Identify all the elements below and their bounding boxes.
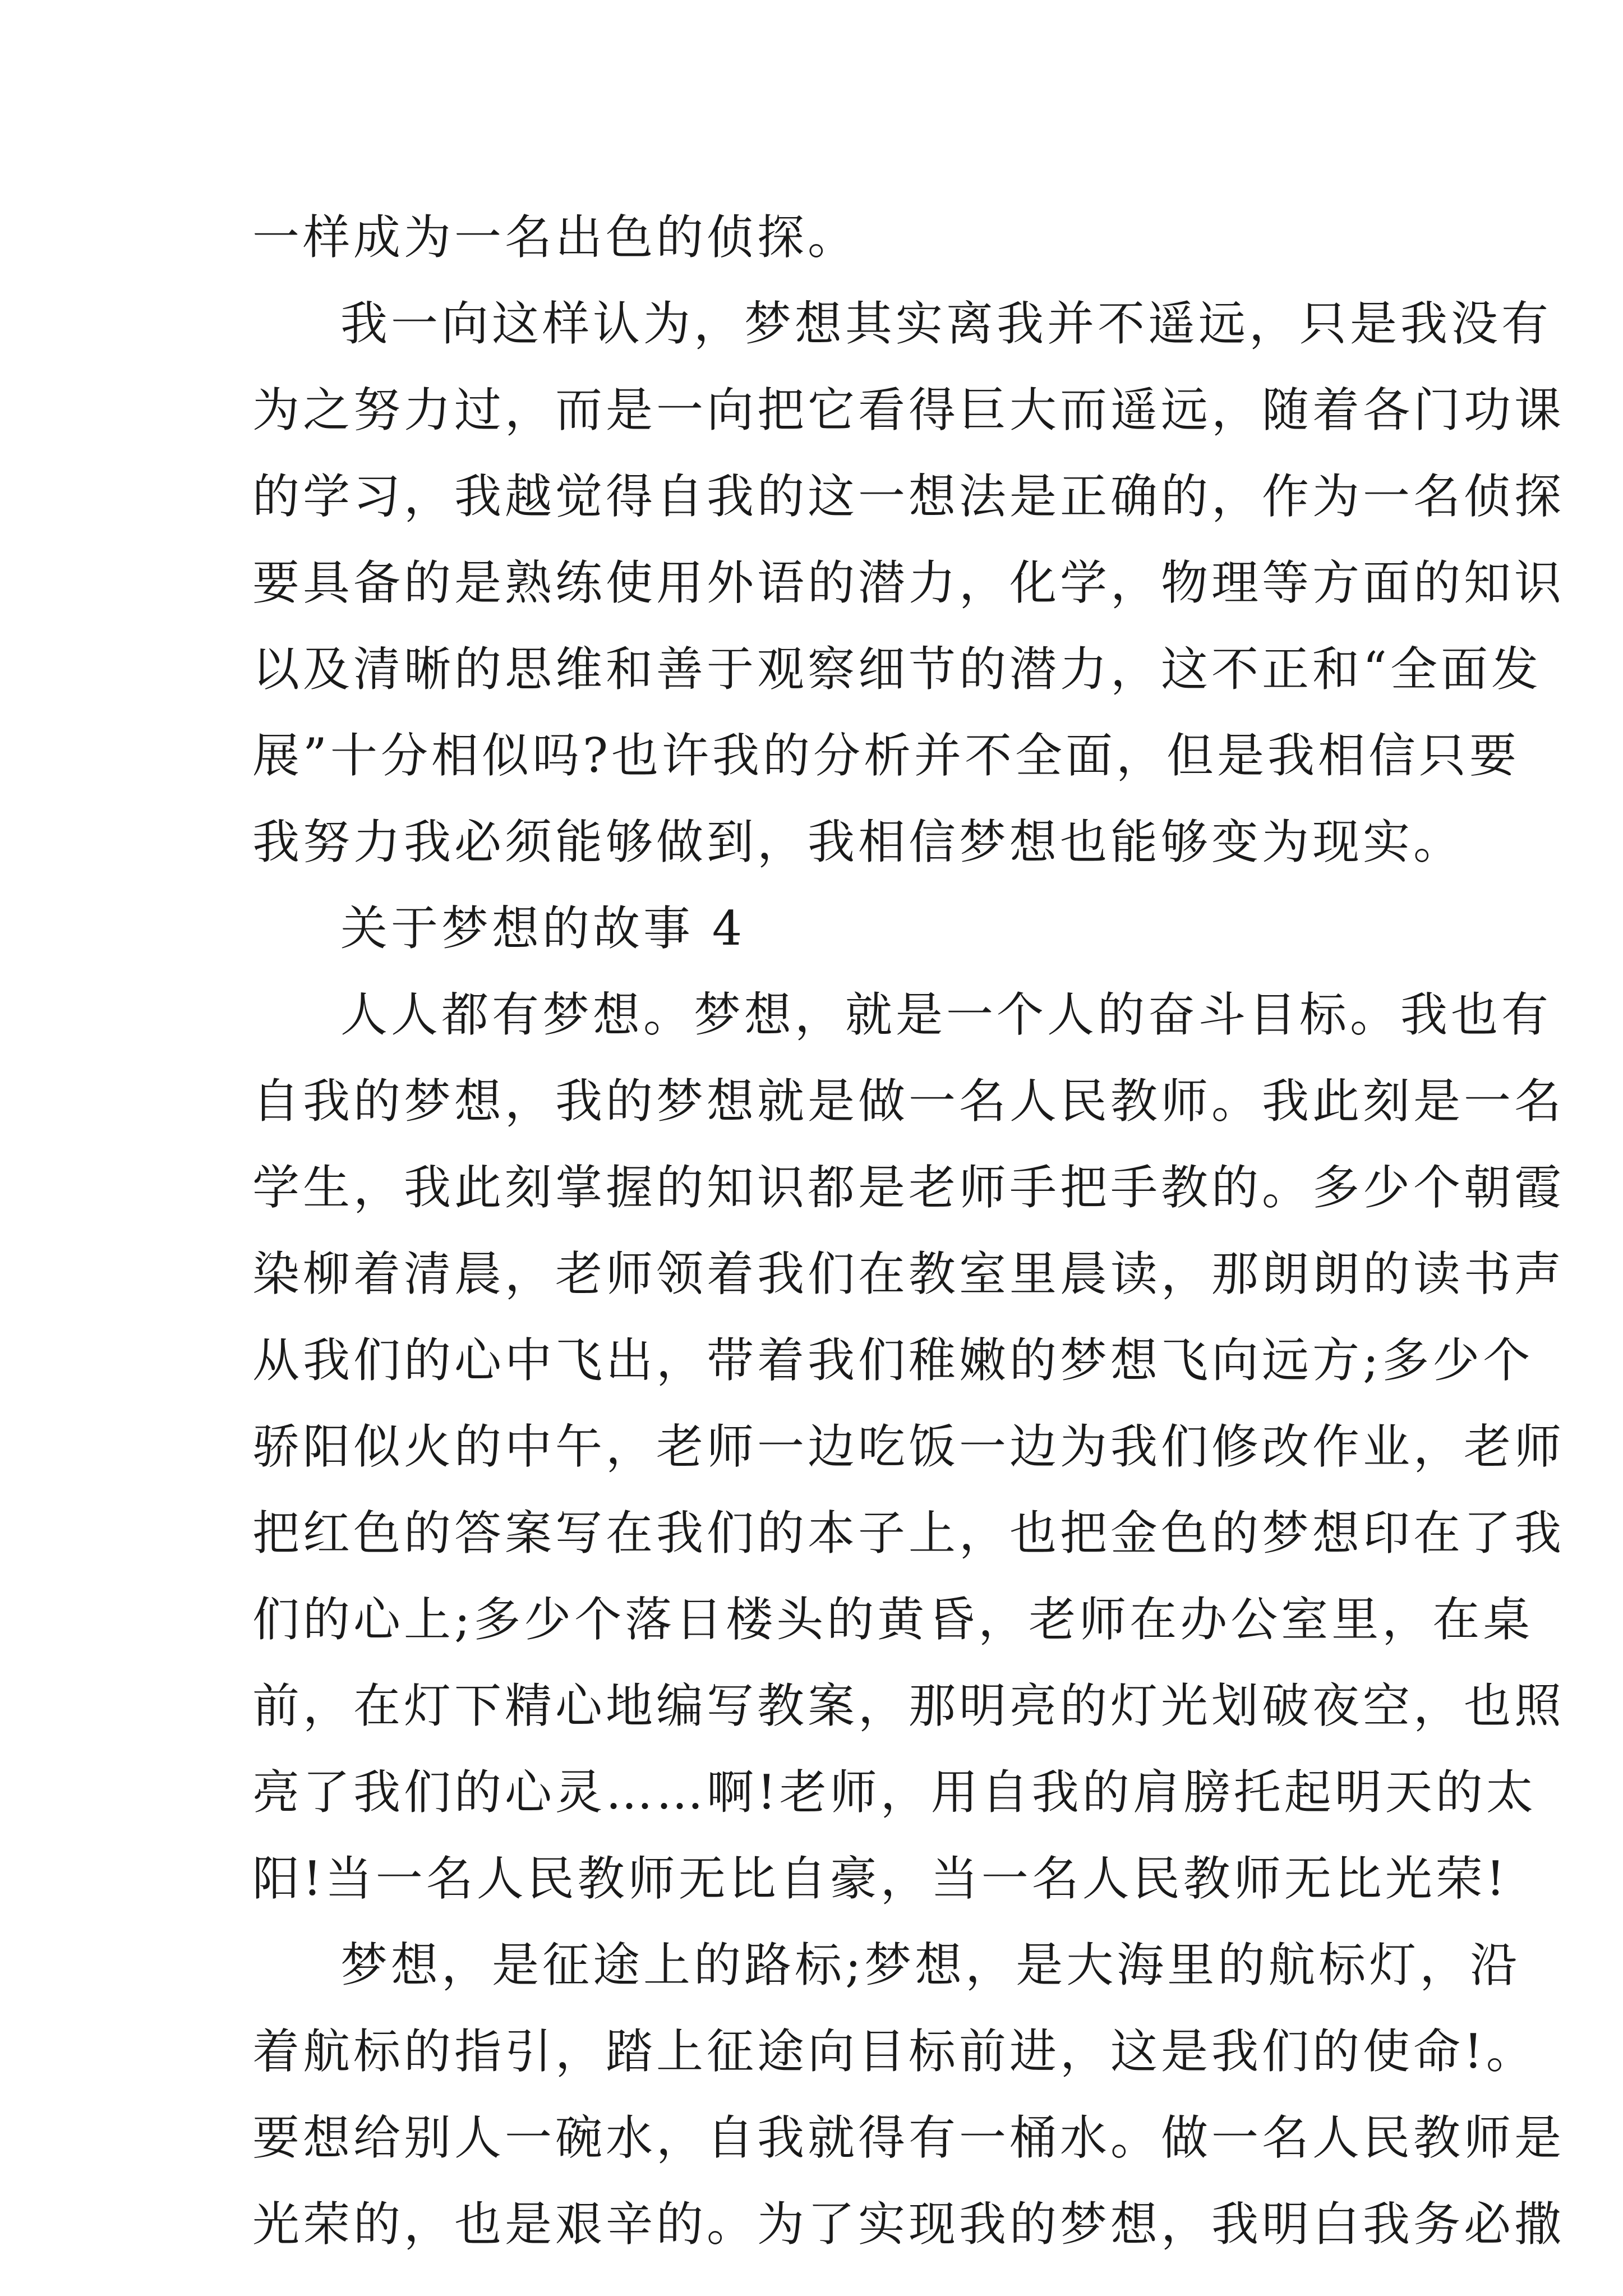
text-line: 为之努力过，而是一向把它看得巨大而遥远，随着各门功课 [252, 383, 1565, 438]
text-line: 染柳着清晨，老师领着我们在教室里晨读，那朗朗的读书声 [252, 1246, 1565, 1301]
text-line: 阳!当一名人民教师无比自豪，当一名人民教师无比光荣! [252, 1851, 1509, 1906]
text-line: 光荣的，也是艰辛的。为了实现我的梦想，我明白我务必撒 [252, 2197, 1565, 2252]
text-line: 们的心上;多少个落日楼头的黄昏，老师在办公室里，在桌 [252, 1592, 1534, 1647]
section-heading: 关于梦想的故事 4 [340, 901, 746, 956]
text-line: 自我的梦想，我的梦想就是做一名人民教师。我此刻是一名 [252, 1074, 1565, 1129]
text-line: 的学习，我越觉得自我的这一想法是正确的，作为一名侦探 [252, 469, 1565, 524]
text-line: 着航标的指引，踏上征途向目标前进，这是我们的使命!。 [252, 2024, 1537, 2079]
text-line: 从我们的心中飞出，带着我们稚嫩的梦想飞向远方;多少个 [252, 1333, 1534, 1388]
text-line: 学生，我此刻掌握的知识都是老师手把手教的。多少个朝霞 [252, 1160, 1565, 1215]
text-line: 以及清晰的思维和善于观察细节的潜力，这不正和“全面发 [252, 642, 1542, 697]
text-line: 我努力我必须能够做到，我相信梦想也能够变为现实。 [252, 815, 1464, 869]
text-line: 把红色的答案写在我们的本子上，也把金色的梦想印在了我 [252, 1506, 1565, 1561]
text-line: 人人都有梦想。梦想，就是一个人的奋斗目标。我也有 [340, 987, 1552, 1042]
text-line: 亮了我们的心灵……啊!老师，用自我的肩膀托起明天的太 [252, 1765, 1537, 1820]
text-line: 一样成为一名出色的侦探。 [252, 210, 859, 265]
text-line: 要具备的是熟练使用外语的潜力，化学，物理等方面的知识 [252, 555, 1565, 610]
text-line: 前，在灯下精心地编写教案，那明亮的灯光划破夜空，也照 [252, 1678, 1565, 1733]
text-line: 骄阳似火的中午，老师一边吃饭一边为我们修改作业，老师 [252, 1419, 1565, 1474]
text-line: 展”十分相似吗?也许我的分析并不全面，但是我相信只要 [252, 728, 1520, 783]
text-line: 我一向这样认为，梦想其实离我并不遥远，只是我没有 [340, 296, 1552, 351]
text-line: 要想给别人一碗水，自我就得有一桶水。做一名人民教师是 [252, 2110, 1565, 2165]
text-line: 梦想，是征途上的路标;梦想，是大海里的航标灯，沿 [340, 1938, 1521, 1993]
